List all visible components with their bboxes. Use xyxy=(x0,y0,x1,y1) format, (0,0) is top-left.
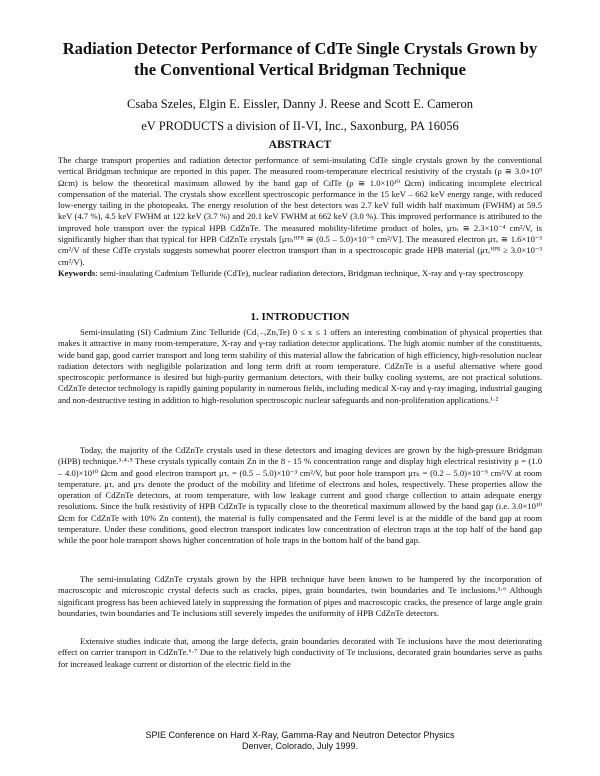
keywords-text: : semi-insulating Cadmium Telluride (CdTe), nuclear radiation detectors, Bridgman technique, X-ray and γ-ray spectroscopy xyxy=(95,268,524,278)
affiliation: eV PRODUCTS a division of II-VI, Inc., Saxonburg, PA 16056 xyxy=(141,119,459,133)
intro-paragraph-3: The semi-insulating CdZnTe crystals grown by the HPB technique have been known to be hampered by the incorporation of macroscopic and microscopic crystal defects such as cracks, pipes, grain boundaries, twin boundaries and Te inclusions.³·⁶ Although significant progress has been achieved lately in suppressing the formation of pipes and macroscopic cracks, the presence of large angle grain boundaries, twin boundaries and Te inclusions still severely impedes the uniformity of HPB CdZnTe detectors. xyxy=(58,574,542,618)
abstract-heading: ABSTRACT xyxy=(268,139,332,151)
footer-line-1: SPIE Conference on Hard X-Ray, Gamma-Ray and Neutron Detector Physics xyxy=(145,730,455,740)
conference-footer xyxy=(40,730,560,752)
keywords xyxy=(58,268,542,279)
keywords-label: Keywords xyxy=(58,268,96,278)
intro-paragraph-2: Today, the majority of the CdZnTe crystals used in these detectors and imaging devices are grown by the high-pressure Bridgman (HPB) technique.³·⁴·⁵ These crystals typically contain Zn in the 8 - 15 % concentration range and display high electrical resistivity ρ = (1.0 – 4.0)×10¹⁰ Ωcm and good electron transport μτₑ = (0.5 – 5.0)×10⁻³ cm²/V, but poor hole transport μτₕ = (0.2 – 5.0)×10⁻⁵ cm²/V at room temperature. μτₑ and μτₕ denote the product of the mobility and lifetime of electrons and holes, respectively. These properties allow the operation of CdZnTe detectors, at room temperature, with low leakage current and good charge collection to attain adequate energy resolutions. Since the bulk resistivity of HPB CdZnTe is typically close to the theoretical maximum allowed by the band gap (i.e. 3.0×10¹⁰ Ωcm for CdZnTe with 10% Zn content), the material is fully compensated and the Fermi level is at the middle of the band gap at room temperature. Under these conditions, good electron transport indicates low concentration of electron traps at the top half of the band gap while the poor hole transport shows higher concentration of hole traps in the bottom half of the band gap. xyxy=(58,445,542,546)
author-list: Csaba Szeles, Elgin E. Eissler, Danny J. Reese and Scott E. Cameron xyxy=(127,97,473,111)
paper-title xyxy=(40,38,560,80)
intro-paragraph-4: Extensive studies indicate that, among the large defects, grain boundaries decorated with Te inclusions have the most deteriorating effect on carrier transport in CdZnTe.⁶·⁷ Due to the relatively high conductivity of Te inclusions, decorated grain boundaries serve as paths for increased leakage current or distortion of the electric field in the xyxy=(58,636,542,669)
title-line-2: the Conventional Vertical Bridgman Technique xyxy=(134,60,466,79)
title-line-1: Radiation Detector Performance of CdTe Single Crystals Grown by xyxy=(62,39,538,58)
footer-line-2: Denver, Colorado, July 1999. xyxy=(241,741,359,751)
section-heading-introduction: 1. INTRODUCTION xyxy=(250,311,350,323)
intro-paragraph-1: Semi-insulating (SI) Cadmium Zinc Telluride (Cd₁₋ₓZnₓTe) 0 ≤ x ≤ 1 offers an interesting combination of physical properties that makes it attractive in many room-temperature, X-ray and γ-ray radiation detector applications. The high atomic number of the constituents, wide band gap, good carrier transport and long term stability of this material allow the fabrication of high efficiency, high-resolution nuclear radiation detectors with negligible polarization and long term drift at room temperature. CdZnTe is a useful alternative where good spectroscopic performance is desired but high-purity germanium detectors, with their bulky cooling systems, are not practical solutions. CdZnTe detector technology is rapidly gaining popularity in numerous fields, including medical X-ray and γ-ray imaging, industrial gauging and non-destructive testing in addition to high-resolution spectroscopic nuclear safeguards and non-proliferation applications.¹·² xyxy=(58,327,542,405)
abstract-text: The charge transport properties and radiation detector performance of semi-insulating CdTe single crystals grown by the conventional vertical Bridgman technique are reported in this paper. The measured room-temperature electrical resistivity of the crystals (ρ ≅ 3.0×10⁹ Ωcm) is below the theoretical maximum allowed by the band gap of CdTe (ρ ≅ 1.0×10¹⁰ Ωcm) indicating incomplete electrical compensation of the material. The crystals show excellent spectroscopic performance in the 15 keV – 662 keV energy range, with reduced low-energy tailing in the photopeaks. The energy resolution of the best detectors was 2.7 keV full width half maximum (FWHM) at 59.5 keV (4.7 %), 4.5 keV FWHM at 122 keV (3.7 %) and 20.1 keV FWHM at 662 keV (3.0 %). This improved performance is attributed to the improved hole transport over the typical HPB CdZnTe. The measured mobility-lifetime product of holes, μτₕ ≅ 2.3×10⁻⁴ cm²/V, is significantly higher than that typical for HPB CdZnTe crystals [μτₕᴴᴾᴮ ≅ (0.5 – 5.0)×10⁻⁵ cm²/V]. The measured electron μτₑ ≅ 1.6×10⁻³ cm²/V of these CdTe crystals suggests somewhat poorer electron transport than in a spectroscopic grade HPB material (μτₑᴴᴾᴮ ≥ 3.0×10⁻³ cm²/V). xyxy=(58,155,542,267)
